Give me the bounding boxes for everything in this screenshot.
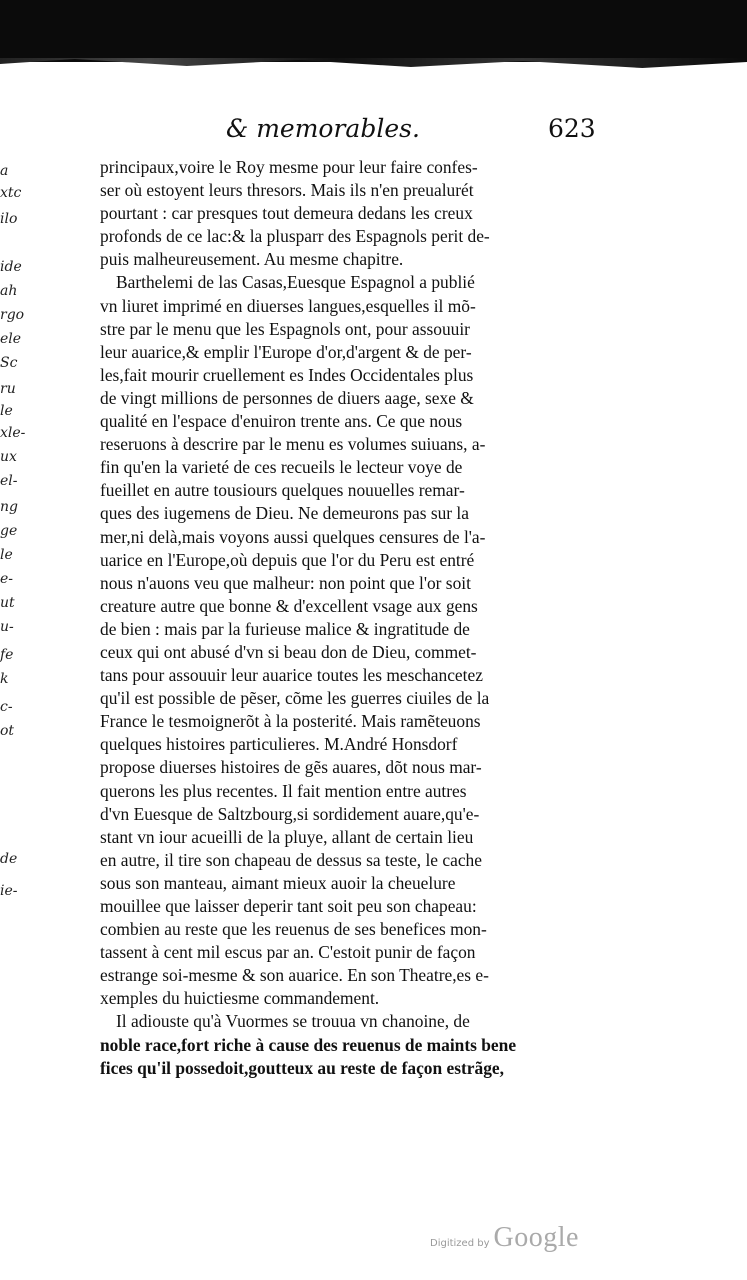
running-head: & memorables. xyxy=(226,114,420,143)
text-line: stre par le menu que les Espagnols ont, pour assouuir xyxy=(100,318,470,339)
scan-dark-border xyxy=(0,0,747,62)
text-line: fin qu'en la varieté de ces recueils le lecteur voye de xyxy=(100,457,463,478)
page-body-text xyxy=(100,156,600,1080)
margin-fragment: ut xyxy=(0,595,15,611)
text-line: de vingt millions de personnes de diuers aage, sexe & xyxy=(100,387,474,408)
text-line: en autre, il tire son chapeau de dessus sa teste, le cache xyxy=(100,849,482,870)
page-number: 623 xyxy=(548,114,596,143)
margin-fragment: ru xyxy=(0,381,16,397)
text-line: tans pour assouuir leur auarice toutes les meschancetez xyxy=(100,665,483,686)
text-line: ser où estoyent leurs thresors. Mais ils n'en preualurét xyxy=(100,180,474,201)
margin-fragment: u- xyxy=(0,619,14,635)
text-line: France le tesmoignerõt à la posterité. Mais ramẽteuons xyxy=(100,711,481,732)
text-line: uarice en l'Europe,où depuis que l'or du Peru est entré xyxy=(100,549,475,570)
text-line: creature autre que bonne & d'excellent vsage aux gens xyxy=(100,595,478,616)
text-line: pourtant : car presques tout demeura dedans les creux xyxy=(100,203,473,224)
margin-fragment: ng xyxy=(0,499,18,515)
text-line: stant vn iour acueilli de la pluye, allant de certain lieu xyxy=(100,826,474,847)
text-line: reseruons à descrire par le menu es volumes suiuans, a- xyxy=(100,434,486,455)
text-line: estrange soi-mesme & son auarice. En son Theatre,es e- xyxy=(100,965,489,986)
text-line: qu'il est possible de pẽser, cõme les guerres ciuiles de la xyxy=(100,688,490,709)
margin-fragment: ilo xyxy=(0,211,18,227)
text-line: ques des iugemens de Dieu. Ne demeurons pas sur la xyxy=(100,503,469,524)
text-line: fueillet en autre tousiours quelques nouuelles remar- xyxy=(100,480,465,501)
margin-fragment: ge xyxy=(0,523,18,539)
margin-fragment: xtc xyxy=(0,185,22,201)
margin-fragment: a xyxy=(0,163,9,179)
text-line: nous n'auons veu que malheur: non point que l'or soit xyxy=(100,572,471,593)
text-line: puis malheureusement. Au mesme chapitre. xyxy=(100,249,404,270)
digitized-by-google xyxy=(430,1222,579,1254)
text-line: d'vn Euesque de Saltzbourg,si sordidement auare,qu'e- xyxy=(100,803,480,824)
margin-fragment: Sc xyxy=(0,355,18,371)
margin-fragment: c- xyxy=(0,699,13,715)
text-line: les,fait mourir cruellement es Indes Occidentales plus xyxy=(100,364,474,385)
text-line: Barthelemi de las Casas,Euesque Espagnol a publié xyxy=(116,272,475,293)
text-line: qualité en l'espace d'enuiron trente ans. Ce que nous xyxy=(100,411,463,432)
margin-fragment: ele xyxy=(0,331,22,347)
text-line: querons les plus recentes. Il fait mention entre autres xyxy=(100,780,467,801)
text-line: principaux,voire le Roy mesme pour leur faire confes- xyxy=(100,157,478,177)
text-line: ceux qui ont abusé d'vn si beau don de Dieu, commet- xyxy=(100,641,477,662)
margin-fragment: ot xyxy=(0,723,15,739)
text-line: fices qu'il possedoit,goutteux au reste de façon estrãge, xyxy=(100,1057,504,1078)
text-line: profonds de ce lac:& la plusparr des Espagnols perit de- xyxy=(100,226,490,247)
margin-fragment: fe xyxy=(0,647,14,663)
text-line: Il adiouste qu'à Vuormes se trouua vn chanoine, de xyxy=(116,1011,470,1032)
text-line: tassent à cent mil escus par an. C'estoit punir de façon xyxy=(100,942,476,963)
margin-fragment: ah xyxy=(0,283,18,299)
margin-fragment: el- xyxy=(0,473,18,489)
digitized-label: Digitized by xyxy=(430,1238,490,1249)
text-line: sous son manteau, aimant mieux auoir la cheuelure xyxy=(100,872,456,893)
text-line: leur auarice,& emplir l'Europe d'or,d'argent & de per- xyxy=(100,341,472,362)
text-line: noble race,fort riche à cause des reuenus de maints bene xyxy=(100,1034,517,1055)
margin-fragment: xle- xyxy=(0,425,26,441)
margin-fragment: rgo xyxy=(0,307,25,323)
margin-fragment: k xyxy=(0,671,9,687)
text-line: propose diuerses histoires de gẽs auares, dõt nous mar- xyxy=(100,757,482,778)
left-margin-fragments xyxy=(0,120,24,1120)
margin-fragment: e- xyxy=(0,571,14,587)
margin-fragment: ie- xyxy=(0,883,18,899)
margin-fragment: ux xyxy=(0,449,17,465)
text-line: mouillee que laisser deperir tant soit peu son chapeau: xyxy=(100,896,477,916)
margin-fragment: de xyxy=(0,851,18,867)
text-line: combien au reste que les reuenus de ses benefices mon- xyxy=(100,919,487,940)
margin-fragment: le xyxy=(0,547,13,563)
text-line: vn liuret imprimé en diuerses langues,esquelles il mõ- xyxy=(100,295,476,316)
margin-fragment: le xyxy=(0,403,13,419)
text-line: de bien : mais par la furieuse malice & ingratitude de xyxy=(100,618,470,639)
text-line: xemples du huictiesme commandement. xyxy=(100,988,380,1009)
text-line: mer,ni delà,mais voyons aussi quelques censures de l'a- xyxy=(100,526,486,547)
margin-fragment: ide xyxy=(0,259,22,275)
text-line: quelques histoires particulieres. M.André Honsdorf xyxy=(100,734,458,755)
google-logo: Google xyxy=(493,1222,579,1253)
